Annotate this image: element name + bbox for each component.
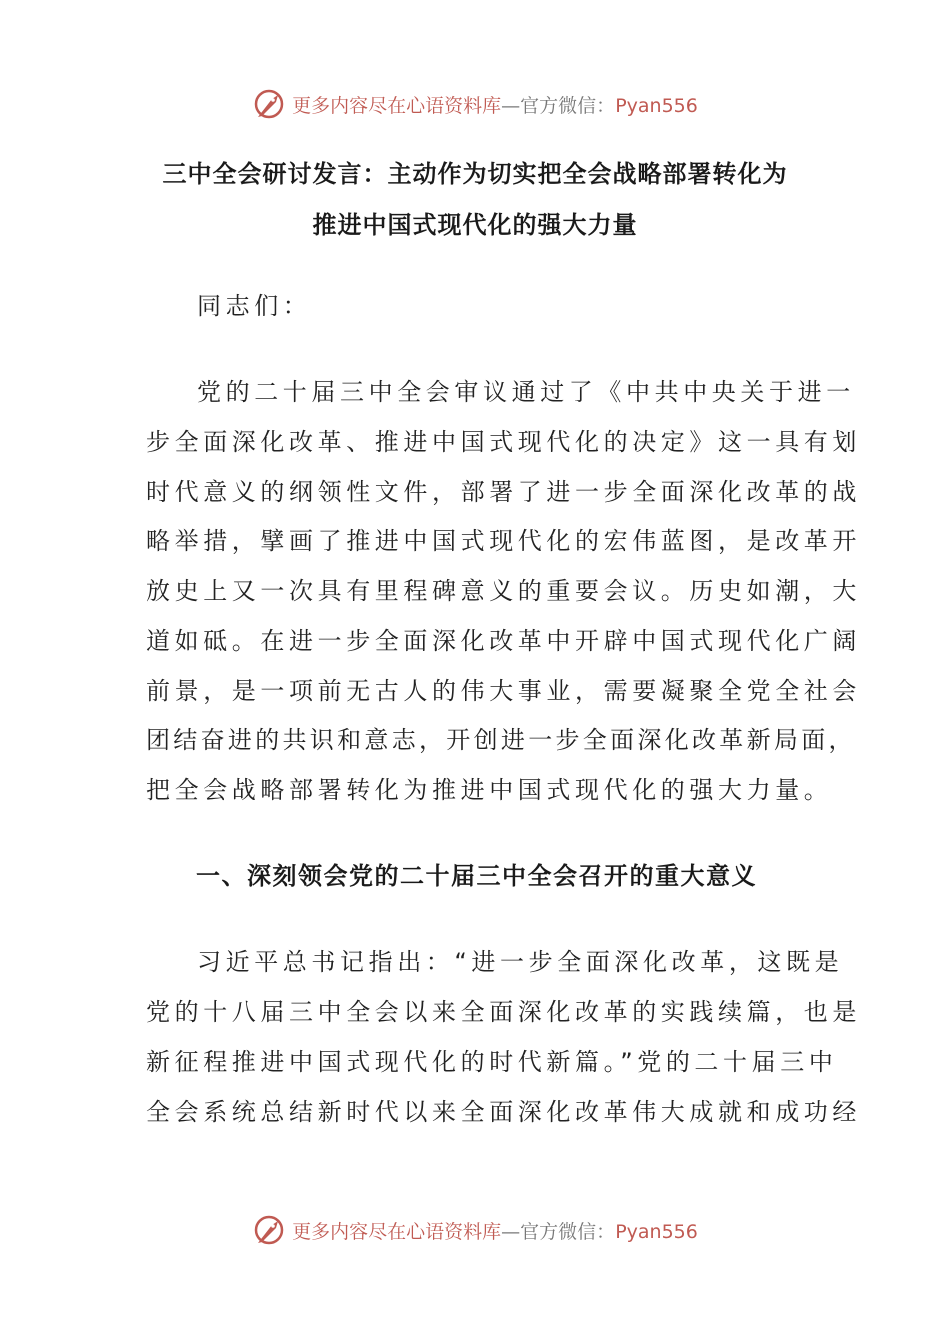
watermark-separator: — <box>501 94 521 117</box>
paragraph-1-line: 道如砥。在进一步全面深化改革中开辟中国式现代化广阔 <box>146 627 861 655</box>
watermark-text <box>292 91 698 118</box>
paragraph-1-line: 前景，是一项前无古人的伟大事业，需要凝聚全党全社会 <box>146 677 861 705</box>
watermark-label: 官方微信： <box>520 94 616 117</box>
pen-nib-logo-icon <box>252 1213 286 1247</box>
footer-watermark <box>0 1210 950 1250</box>
paragraph-1-line: 党的二十届三中全会审议通过了《中共中央关于进一 <box>197 378 855 406</box>
watermark-brand: 更多内容尽在心语资料库 <box>292 94 502 117</box>
paragraph-1-line: 放史上又一次具有里程碑意义的重要会议。历史如潮，大 <box>146 577 861 605</box>
paragraph-2-line: 新征程推进中国式现代化的时代新篇。”党的二十届三中 <box>146 1048 838 1076</box>
paragraph-1-line: 团结奋进的共识和意志，开创进一步全面深化改革新局面， <box>146 726 856 754</box>
watermark-text <box>292 1217 698 1244</box>
paragraph-1-line: 略举措，擘画了推进中国式现代化的宏伟蓝图，是改革开 <box>146 527 861 555</box>
watermark-wechat-id: Pyan556 <box>615 1220 698 1243</box>
watermark-wechat-id: Pyan556 <box>615 94 698 117</box>
paragraph-1-line: 步全面深化改革、推进中国式现代化的决定》这一具有划 <box>146 428 861 456</box>
paragraph-2-line: 全会系统总结新时代以来全面深化改革伟大成就和成功经 <box>146 1098 861 1126</box>
paragraph-1-line: 把全会战略部署转化为推进中国式现代化的强大力量。 <box>146 776 833 804</box>
greeting: 同志们： <box>197 292 312 320</box>
document-title-line-1: 三中全会研讨发言：主动作为切实把全会战略部署转化为 <box>162 160 788 188</box>
header-watermark <box>0 84 950 124</box>
watermark-label: 官方微信： <box>520 1220 616 1243</box>
pen-nib-logo-icon <box>252 87 286 121</box>
document-title-line-2: 推进中国式现代化的强大力量 <box>312 211 638 239</box>
watermark-separator: — <box>501 1220 521 1243</box>
paragraph-1-line: 时代意义的纲领性文件，部署了进一步全面深化改革的战 <box>146 478 861 506</box>
paragraph-2-line: 党的十八届三中全会以来全面深化改革的实践续篇，也是 <box>146 998 861 1026</box>
paragraph-2-line: 习近平总书记指出：“进一步全面深化改革，这既是 <box>197 948 844 976</box>
section-heading-1: 一、深刻领会党的二十届三中全会召开的重大意义 <box>196 862 757 890</box>
watermark-brand: 更多内容尽在心语资料库 <box>292 1220 502 1243</box>
